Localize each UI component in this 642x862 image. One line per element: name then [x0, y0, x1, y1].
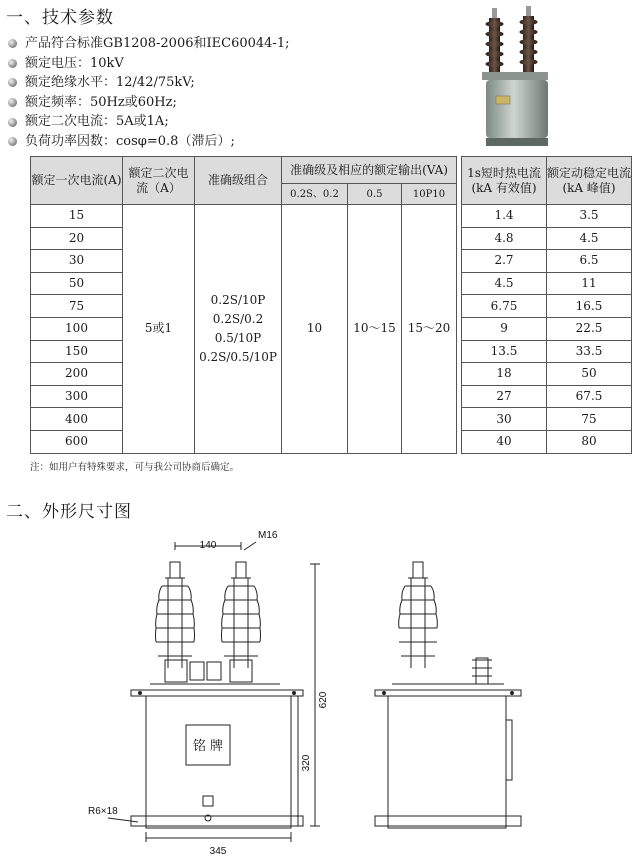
thermal-cell: 6.75: [462, 295, 547, 318]
dim-140: 140: [199, 540, 217, 551]
header-accuracy-combo: 准确级组合: [195, 157, 282, 205]
primary-current-cell: 150: [31, 340, 123, 363]
primary-current-cell: 200: [31, 363, 123, 386]
secondary-current-cell: 5或1: [123, 205, 195, 454]
table-row: [31, 205, 632, 228]
out-05-cell: 10～15: [348, 205, 402, 454]
primary-current-cell: 30: [31, 250, 123, 273]
bullet-icon: [8, 78, 17, 87]
bullet-icon: [8, 59, 17, 68]
header-out-05: 0.5: [348, 184, 402, 205]
spec-list: [8, 34, 289, 152]
spec-item: 负荷功率因数：cosφ=0.8（滞后）;: [8, 132, 289, 152]
spec-item: 额定绝缘水平：12/42/75kV;: [8, 73, 289, 93]
accuracy-combo-cell: 0.2S/10P 0.2S/0.2 0.5/10P 0.2S/0.5/10P: [195, 205, 282, 454]
header-out-10p10: 10P10: [402, 184, 457, 205]
section-title-dimensions: 二、外形尺寸图: [6, 502, 132, 522]
dynamic-cell: 16.5: [547, 295, 632, 318]
dynamic-cell: 80: [547, 430, 632, 453]
primary-current-cell: 300: [31, 385, 123, 408]
header-thermal: 1s短时热电流(kA 有效值): [462, 157, 547, 205]
primary-current-cell: 100: [31, 317, 123, 340]
dynamic-cell: 3.5: [547, 205, 632, 228]
thermal-cell: 18: [462, 363, 547, 386]
primary-current-cell: 20: [31, 227, 123, 250]
thermal-cell: 4.5: [462, 272, 547, 295]
header-output-group: 准确级及相应的额定输出(VA): [282, 157, 457, 184]
spec-item: 额定二次电流：5A或1A;: [8, 112, 289, 132]
spec-item: 额定频率：50Hz或60Hz;: [8, 93, 289, 113]
header-out-02s: 0.2S、0.2: [282, 184, 348, 205]
thermal-cell: 30: [462, 408, 547, 431]
bullet-icon: [8, 137, 17, 146]
thermal-cell: 2.7: [462, 250, 547, 273]
dynamic-cell: 11: [547, 272, 632, 295]
product-photo: [468, 4, 564, 152]
dynamic-cell: 6.5: [547, 250, 632, 273]
spec-item: 额定电压：10kV: [8, 54, 289, 74]
bullet-icon: [8, 118, 17, 127]
dimension-drawing: [0, 520, 642, 860]
dynamic-cell: 50: [547, 363, 632, 386]
spec-item: 产品符合标准GB1208-2006和IEC60044-1;: [8, 34, 289, 54]
nameplate-label: 铭 牌: [192, 739, 224, 754]
out-10p10-cell: 15～20: [402, 205, 457, 454]
thermal-cell: 40: [462, 430, 547, 453]
section-title-specs: 一、技术参数: [6, 8, 114, 28]
spec-table: [30, 156, 632, 454]
primary-current-cell: 400: [31, 408, 123, 431]
dynamic-cell: 22.5: [547, 317, 632, 340]
left-insulator: [156, 562, 195, 668]
primary-current-cell: 15: [31, 205, 123, 228]
dim-m16: M16: [258, 530, 278, 541]
table-note: 注：如用户有特殊要求，可与我公司协商后确定。: [30, 462, 240, 473]
thermal-cell: 9: [462, 317, 547, 340]
header-secondary-current: 额定二次电流（A）: [123, 157, 195, 205]
dim-r6x18: R6×18: [88, 806, 118, 817]
primary-current-cell: 50: [31, 272, 123, 295]
dim-620: 620: [318, 691, 329, 709]
primary-current-cell: 75: [31, 295, 123, 318]
dynamic-cell: 33.5: [547, 340, 632, 363]
dynamic-cell: 4.5: [547, 227, 632, 250]
primary-current-cell: 600: [31, 430, 123, 453]
thermal-cell: 13.5: [462, 340, 547, 363]
side-insulator: [399, 562, 438, 668]
dynamic-cell: 75: [547, 408, 632, 431]
bullet-icon: [8, 39, 17, 48]
dynamic-cell: 67.5: [547, 385, 632, 408]
thermal-cell: 4.8: [462, 227, 547, 250]
bullet-icon: [8, 98, 17, 107]
header-primary-current: 额定一次电流(A): [31, 157, 123, 205]
thermal-cell: 27: [462, 385, 547, 408]
right-insulator: [222, 562, 261, 668]
thermal-cell: 1.4: [462, 205, 547, 228]
dim-320: 320: [301, 754, 312, 772]
out-02s-cell: 10: [282, 205, 348, 454]
dim-345: 345: [209, 846, 227, 857]
header-dynamic: 额定动稳定电流(kA 峰值): [547, 157, 632, 205]
